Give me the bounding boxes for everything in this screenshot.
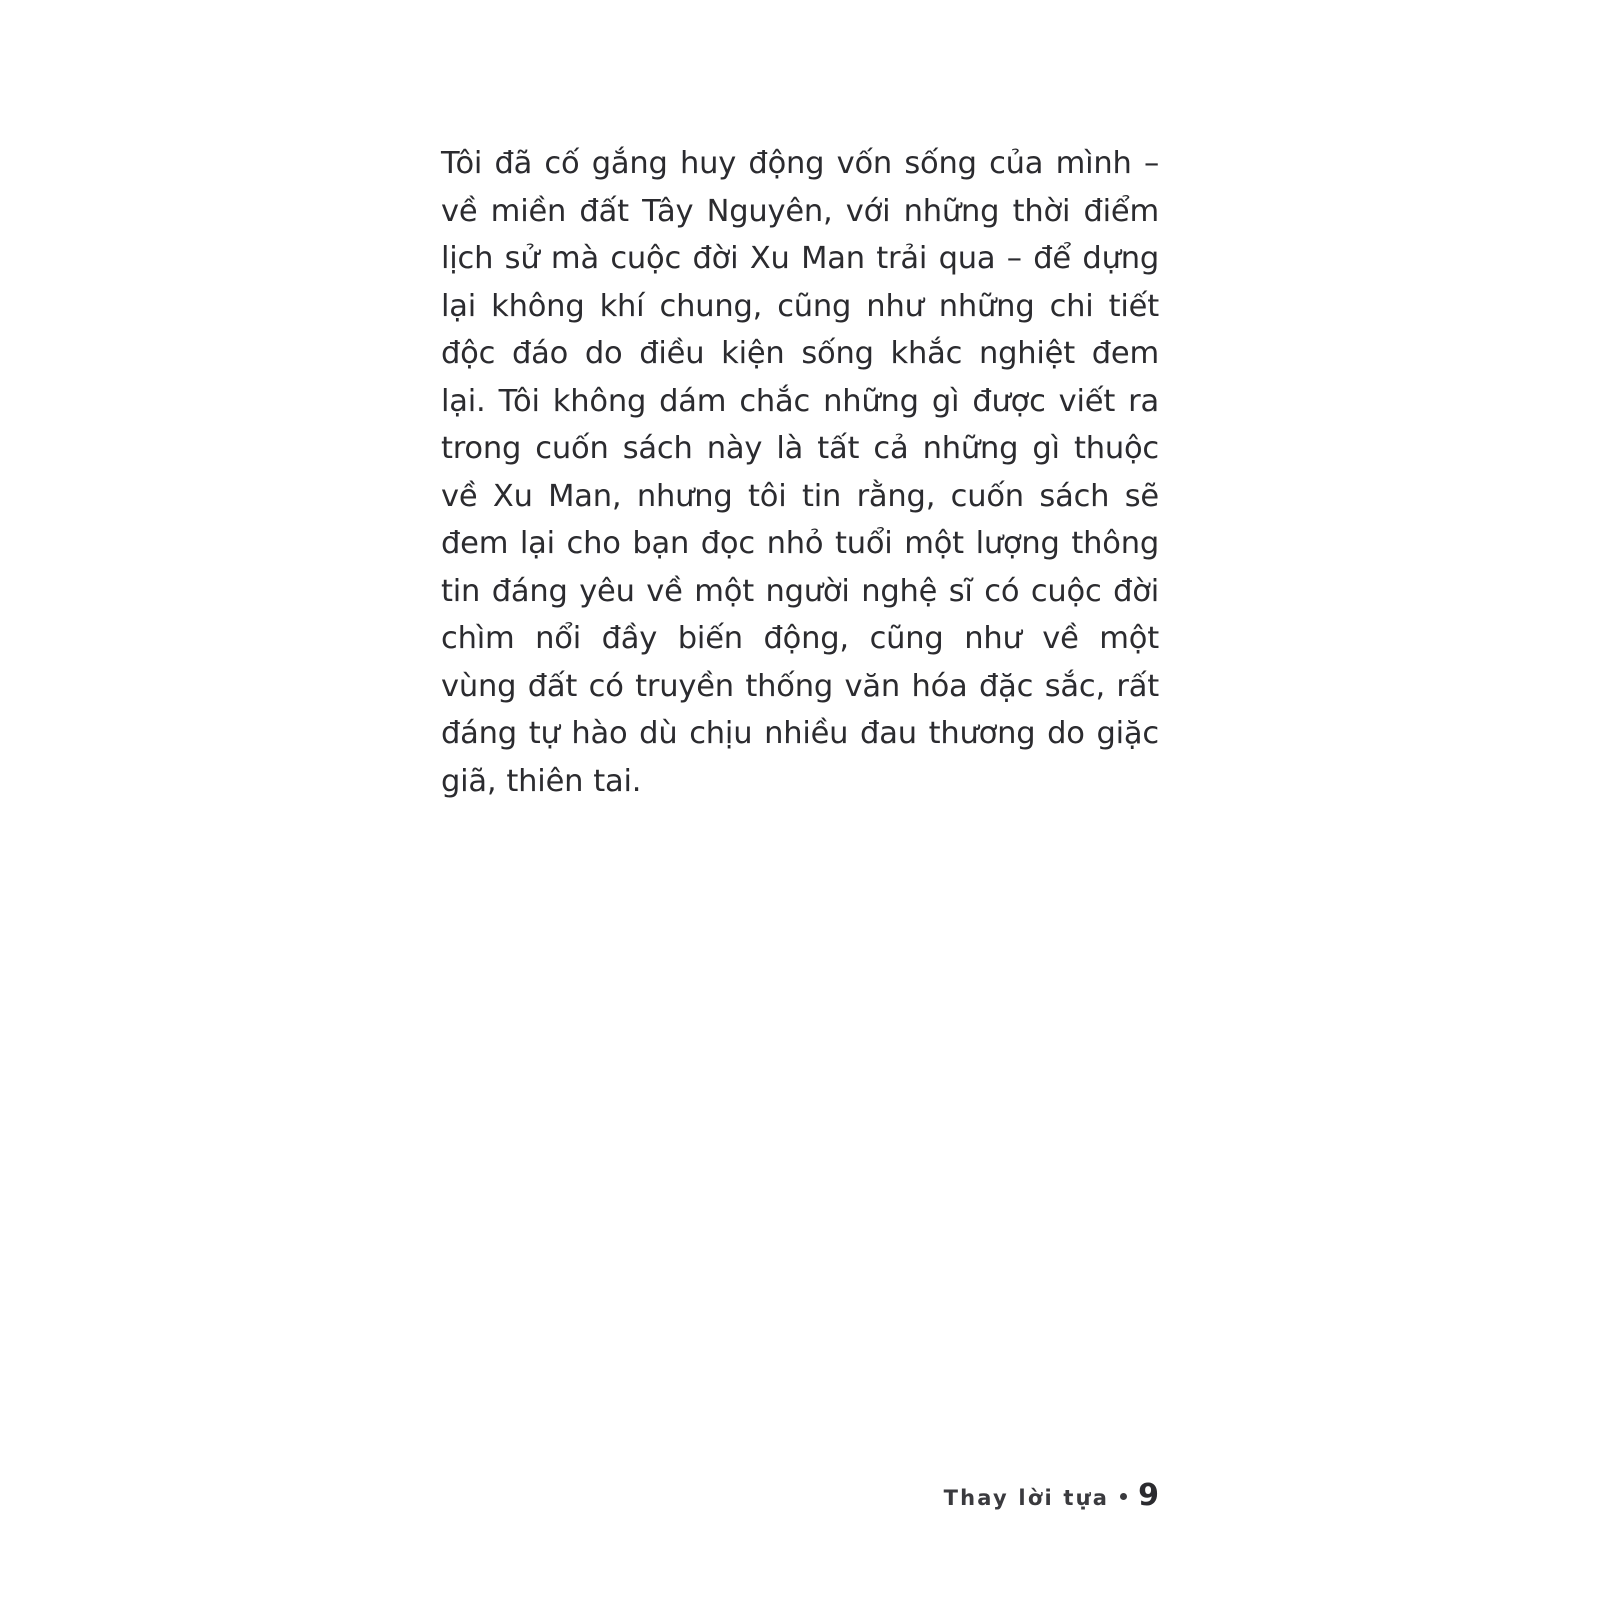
page-number: 9 [1138,1478,1159,1513]
body-text-block [441,140,1159,805]
bullet-dot-icon [1120,1493,1127,1500]
page-footer [441,1478,1159,1513]
footer-section-label: Thay lời tựa [943,1486,1110,1510]
body-paragraph: Tôi đã cố gắng huy động vốn sống của mình – về miền đất Tây Nguyên, với những thời điểm lịch sử mà cuộc đời Xu Man trải qua – để dựng lại không khí chung, cũng như những chi tiết độc đáo do điều kiện sống khắc nghiệt đem lại. Tôi không dám chắc những gì được viết ra trong cuốn sách này là tất cả những gì thuộc về Xu Man, nhưng tôi tin rằng, cuốn sách sẽ đem lại cho bạn đọc nhỏ tuổi một lượng thông tin đáng yêu về một người nghệ sĩ có cuộc đời chìm nổi đầy biến động, cũng như về một vùng đất có truyền thống văn hóa đặc sắc, rất đáng tự hào dù chịu nhiều đau thương do giặc giã, thiên tai. [441,146,1159,799]
